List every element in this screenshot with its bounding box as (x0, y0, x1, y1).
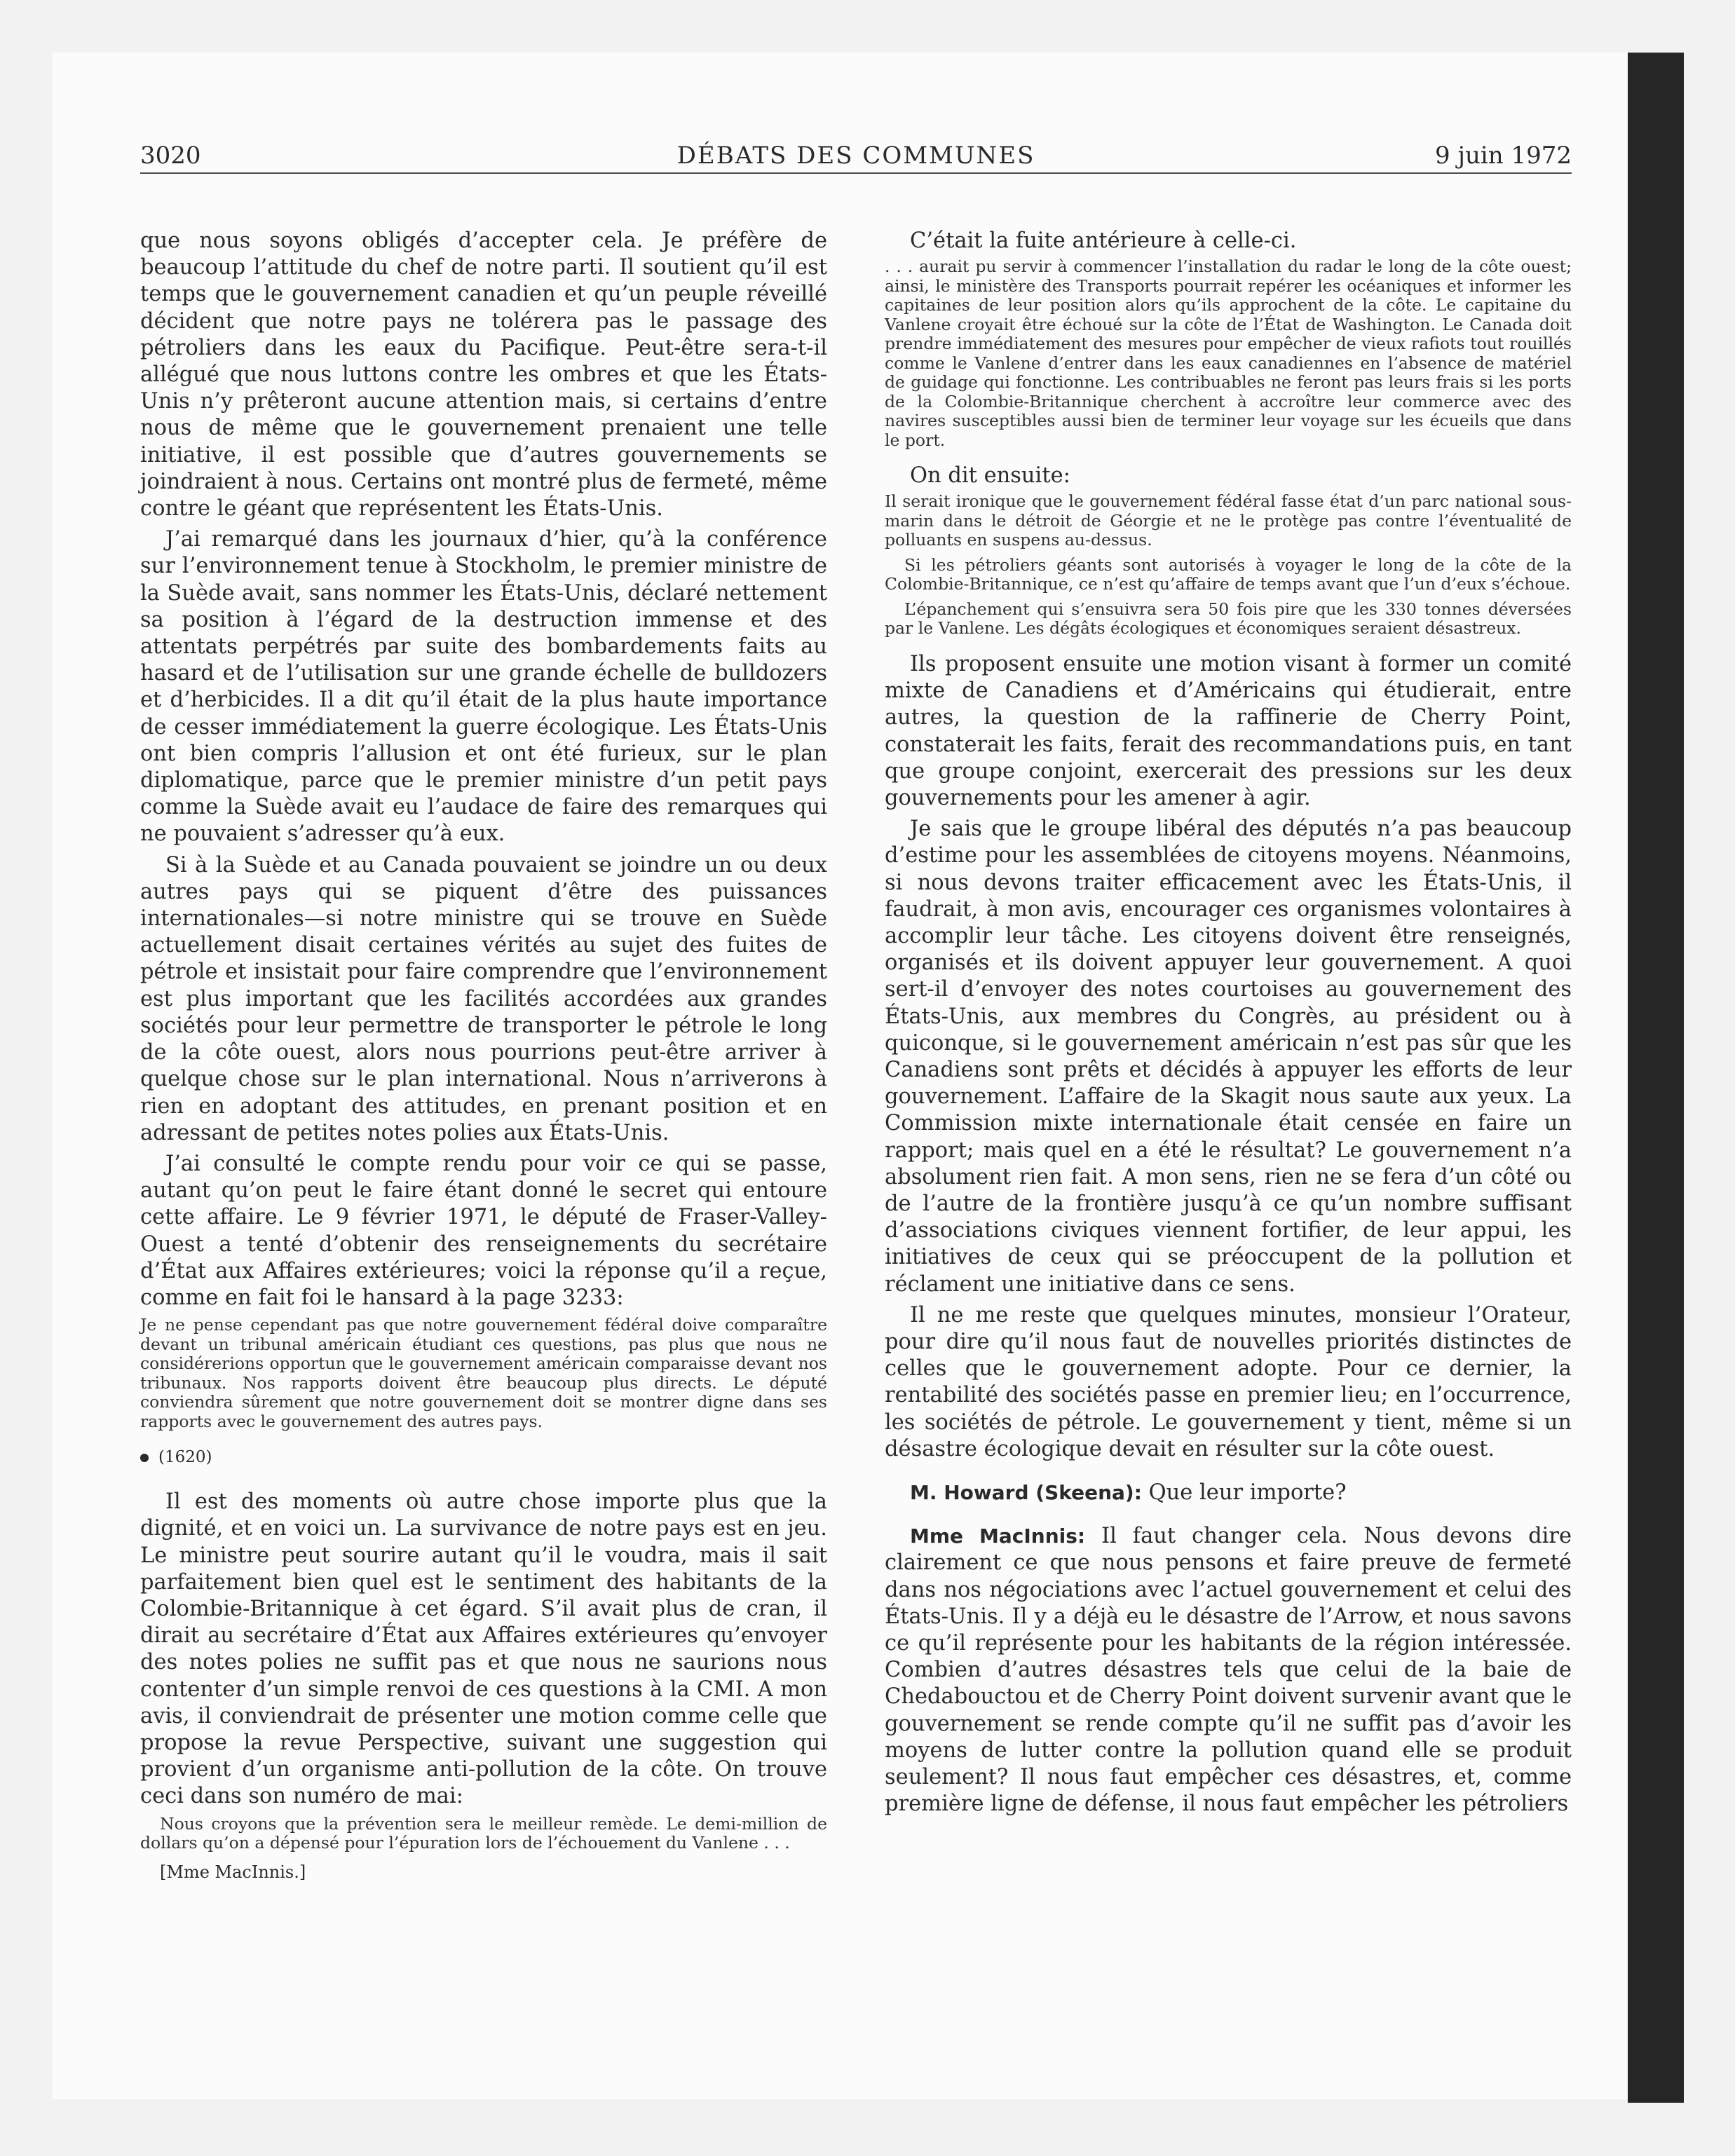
quote-intro: C’était la fuite antérieure à celle-ci. (910, 228, 1297, 253)
left-column (140, 228, 827, 1883)
time-marker (140, 1447, 827, 1468)
block-quote: Il serait ironique que le gouvernement fédéral fasse état d’un parc national sous-marin dans le détroit de Géorgie et ne le protège pas contre l’éventualité de polluants en suspens au-dessus. (885, 491, 1572, 550)
publication-title: DÉBATS DES COMMUNES (676, 142, 1035, 170)
speaker-name: Mme MacInnis: (910, 1524, 1086, 1548)
paragraph: Il ne me reste que quelques minutes, monsieur l’Orateur, pour dire qu’il nous faut de nouvelles priorités distinctes de celles que le gouvernement adopte. Pour ce dernier, la rentabilité des sociétés passe en premier lieu; en l’occurrence, les sociétés de pétrole. Le gouvernement y tient, même si un désastre écologique devait en résulter sur la côte ouest. (885, 1302, 1572, 1461)
issue-date: 9 juin 1972 (1435, 142, 1572, 170)
paragraph: que nous soyons obligés d’accepter cela. Je préfère de beaucoup l’attitude du chef de notre parti. Il soutient qu’il est temps que le gouvernement canadien et qu’un peuple réveillé décident que notre pays ne tolérera pas le passage des pétroliers dans les eaux du Pacifique. Peut-être sera-t-il allégué que nous luttons contre les ombres et que les États-Unis n’y prêteront aucune attention mais, si certains d’entre nous de même que le gouvernement prenaient une telle initiative, il est possible que d’autres gouvernements se joindraient à nous. Certains ont montré plus de fermeté, même contre le géant que représentent les États-Unis. (140, 228, 827, 521)
speech-turn (885, 1523, 1572, 1817)
paragraph: Il est des moments où autre chose importe plus que la dignité, et en voici un. La survivance de notre pays est en jeu. Le ministre peut sourire autant qu’il le voudra, mais il sait parfaitement bien quel est le sentiment des habitants de la Colombie-Britannique à cet égard. S’il avait plus de cran, il dirait au secrétaire d’État aux Affaires extérieures qu’envoyer des notes polies ne suffit pas et que nous ne saurions nous contenter d’un simple renvoi de ces questions à la CMI. A mon avis, il conviendrait de présenter une motion comme celle que propose la revue Perspective, suivant une suggestion qui provient d’un organisme anti-pollution de la côte. On trouve ceci dans son numéro de mai: (140, 1489, 827, 1809)
quote-intro: On dit ensuite: (910, 463, 1070, 489)
page-number: 3020 (140, 142, 201, 170)
paragraph: Ils proposent ensuite une motion visant à former un comité mixte de Canadiens et d’Américains qui étudierait, entre autres, la question de la raffinerie de Cherry Point, constaterait les faits, ferait des recommandations puis, en tant que groupe conjoint, exercerait des pressions sur les deux gouvernements pour les amener à agir. (885, 651, 1572, 810)
paragraph: Si à la Suède et au Canada pouvaient se joindre un ou deux autres pays qui se piquent d’être des puissances internationales—si notre ministre qui se trouve en Suède actuellement disait certaines vérités au sujet des fuites de pétrole et insistait pour faire comprendre que l’environnement est plus important que les facilités accordées aux grandes sociétés pour leur permettre de transporter le pétrole le long de la côte ouest, alors nous pourrions peut-être arriver à quelque chose sur le plan international. Nous n’arriverons à rien en adoptant des attitudes, en prenant position et en adressant de petites notes polies aux États-Unis. (140, 852, 827, 1145)
paragraph: Je sais que le groupe libéral des députés n’a pas beaucoup d’estime pour les assemblées de citoyens moyens. Néanmoins, si nous devons traiter efficacement avec les États-Unis, il faudrait, à mon avis, encourager ces organismes volontaires à accomplir leur tâche. Les citoyens doivent être renseignés, organisés et ils doivent appuyer leur gouvernement. A quoi sert-il d’envoyer des notes courtoises au gouvernement des États-Unis, aux membres du Congrès, au président ou à quiconque, si le gouvernement américain n’est pas sûr que les Canadiens sont prêts et décidés à appuyer les efforts de leur gouvernement. L’affaire de la Skagit nous saute aux yeux. La Commission mixte internationale était censée en faire un rapport; mais quel en a été le résultat? Le gouvernement n’a absolument rien fait. A mon sens, rien ne se fera d’un côté ou de l’autre de la frontière jusqu’à ce qu’un nombre suffisant d’associations civiques viennent fortifier, de leur appui, les initiatives de ceux qui se préoccupent de la pollution et réclament une initiative dans ce sens. (885, 817, 1572, 1297)
speaker-name: M. Howard (Skeena): (910, 1481, 1142, 1504)
bullet-icon (140, 1454, 149, 1462)
block-quote: Nous croyons que la prévention sera le meilleur remède. Le demi-million de dollars qu’on a dépensé pour l’épuration lors de l’échouement du Vanlene . . . (140, 1813, 827, 1853)
block-quote: L’épanchement qui s’ensuivra sera 50 fois pire que les 330 tonnes déversées par le Vanlene. Les dégâts écologiques et économiques seraient désastreux. (885, 599, 1572, 639)
block-quote: Si les pétroliers géants sont autorisés à voyager le long de la côte de la Colombie-Britannique, ce n’est qu’affaire de temps avant que l’un d’eux s’échoue. (885, 554, 1572, 594)
time-marker-text: (1620) (158, 1448, 212, 1467)
speech-text: Que leur importe? (1148, 1480, 1347, 1505)
speech-turn (885, 1480, 1572, 1506)
paragraph: J’ai remarqué dans les journaux d’hier, qu’à la conférence sur l’environnement tenue à Stockholm, le premier ministre de la Suède avait, sans nommer les États-Unis, déclaré nettement sa position à l’égard de la destruction immense et des attentats perpétrés par suite des bombardements faits au hasard et de l’utilisation sur une grande échelle de bulldozers et d’herbicides. Il a dit qu’il était de la plus haute importance de cesser immédiatement la guerre écologique. Les États-Unis ont bien compris l’allusion et ont été furieux, sur le plan diplomatique, parce que le premier ministre d’un petit pays comme la Suède avait eu l’audace de faire des remarques qui ne pouvaient s’adresser qu’à eux. (140, 527, 827, 847)
scan-edge-bar (1628, 53, 1684, 2103)
speaker-continuation: [Mme MacInnis.] (160, 1862, 306, 1882)
block-quote: Je ne pense cependant pas que notre gouvernement fédéral doive comparaître devant un tribunal américain étudiant ces questions, pas plus que nous ne considérerions opportun que le gouvernement américain comparaisse devant nos tribunaux. Nos rapports doivent être beaucoup plus directs. Le député conviendra sûrement que notre gouvernement doit se montrer digne dans ses rapports avec le gouvernement des autres pays. (140, 1315, 827, 1431)
speech-text: Il faut changer cela. Nous devons dire clairement ce que nous pensons et faire preuve de fermeté dans nos négociations avec l’actuel gouvernement et celui des États-Unis. Il y a déjà eu le désastre de l’Arrow, et nous savons ce qu’il représente pour les habitants de la région intéressée. Combien d’autres désastres tels que celui de la baie de Chedabouctou et de Cherry Point doivent survenir avant que le gouvernement se rende compte qu’il ne suffit pas d’avoir les moyens de lutter contre la pollution quand elle se produit seulement? Il nous faut empêcher ces désastres, et, comme première ligne de défense, il nous faut empêcher les pétroliers (885, 1524, 1572, 1817)
right-column (885, 228, 1572, 1822)
page-header (140, 139, 1572, 174)
block-quote: . . . aurait pu servir à commencer l’installation du radar le long de la côte ouest; ainsi, le ministère des Transports pourrait repérer les océaniques et informer les capitaines de leur position alors qu’ils approchent de la côte. Le capitaine du Vanlene croyait être échoué sur la côte de l’État de Washington. Le Canada doit prendre immédiatement des mesures pour empêcher de vieux rafiots tout rouillés comme le Vanlene d’entrer dans les eaux canadiennes en l’absence de matériel de guidage qui fonctionne. Les contribuables ne feront pas leurs frais si les ports de la Colombie-Britannique cherchent à accroître leur commerce avec des navires susceptibles aussi bien de terminer leur voyage sur les écueils que dans le port. (885, 257, 1572, 450)
paragraph: J’ai consulté le compte rendu pour voir ce qui se passe, autant qu’on peut le faire étant donné le secret qui entoure cette affaire. Le 9 février 1971, le député de Fraser-Valley-Ouest a tenté d’obtenir des renseignements du secrétaire d’État aux Affaires extérieures; voici la réponse qu’il a reçue, comme en fait foi le hansard à la page 3233: (140, 1151, 827, 1310)
